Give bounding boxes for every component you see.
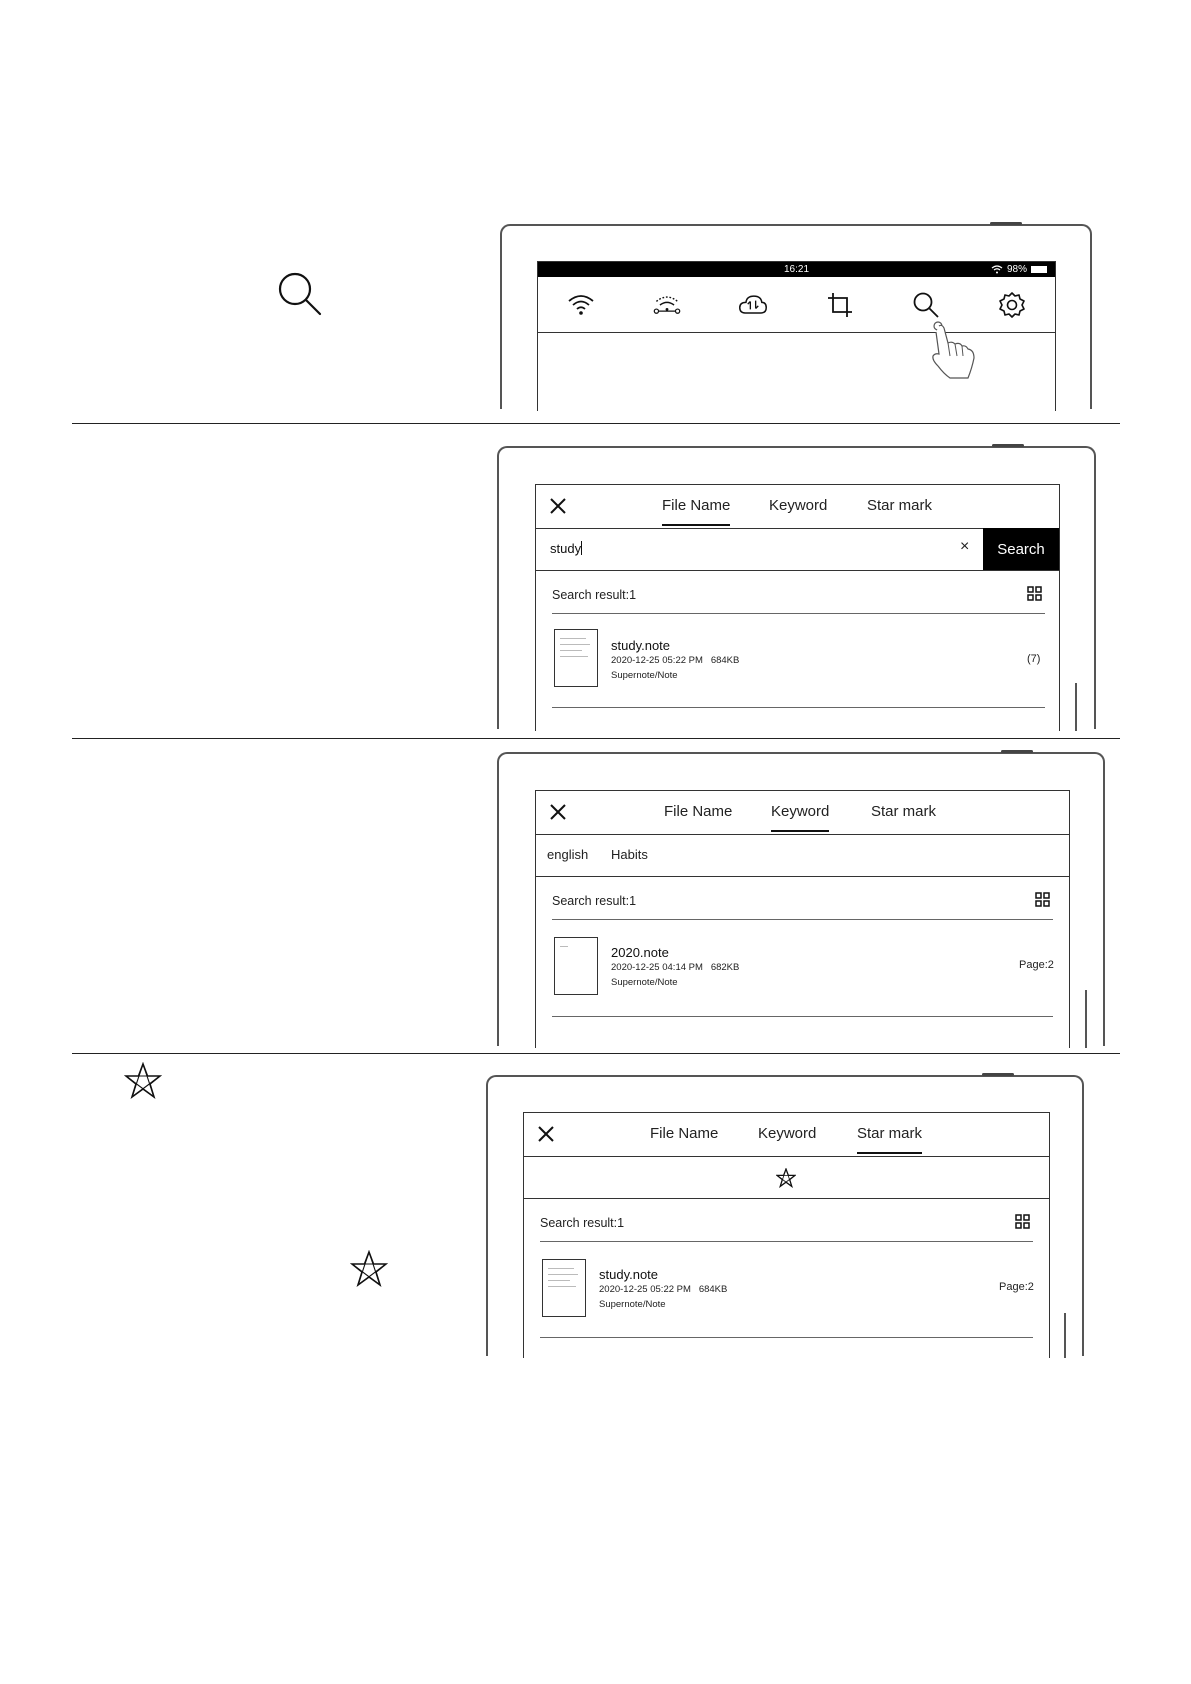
file-meta: 2020-12-25 05:22 PM 684KB xyxy=(599,1284,728,1295)
page-number: Page:2 xyxy=(999,1281,1034,1293)
wifi-icon[interactable] xyxy=(566,290,596,320)
device-screen xyxy=(537,261,1056,411)
keyword-chip[interactable]: english xyxy=(547,847,589,862)
device-screen xyxy=(535,484,1060,731)
status-time: 16:21 xyxy=(783,264,810,275)
star-icon[interactable] xyxy=(776,1168,796,1188)
battery-percent: 98% xyxy=(1006,264,1027,275)
cloud-sync-icon[interactable] xyxy=(738,290,768,320)
section-divider xyxy=(72,423,1120,424)
file-name: study.note xyxy=(599,1267,659,1282)
close-icon[interactable] xyxy=(548,496,568,516)
star-filter-bar xyxy=(524,1156,1049,1199)
file-thumbnail xyxy=(554,937,598,995)
close-icon[interactable] xyxy=(548,802,568,822)
tab-file-name[interactable]: File Name xyxy=(664,803,733,820)
device-frame xyxy=(497,446,1096,729)
wifi-transfer-icon[interactable] xyxy=(652,290,682,320)
grid-view-icon[interactable] xyxy=(1015,1214,1030,1229)
result-count: Search result:1 xyxy=(552,588,637,602)
tab-star-mark[interactable]: Star mark xyxy=(867,497,933,514)
device-frame xyxy=(500,224,1092,409)
file-meta: 2020-12-25 04:14 PM 682KB xyxy=(611,962,740,973)
section-divider xyxy=(72,738,1120,739)
file-thumbnail xyxy=(554,629,598,687)
search-tabs xyxy=(536,791,1069,835)
tab-star-mark[interactable]: Star mark xyxy=(857,1125,923,1142)
file-thumbnail xyxy=(542,1259,586,1317)
star-icon xyxy=(124,1062,162,1100)
file-path: Supernote/Note xyxy=(611,670,678,681)
device-frame xyxy=(497,752,1105,1046)
result-count: Search result:1 xyxy=(540,1216,625,1230)
keyword-chip[interactable]: Habits xyxy=(611,847,648,862)
clear-icon[interactable]: × xyxy=(960,538,970,555)
tab-keyword[interactable]: Keyword xyxy=(771,803,830,820)
settings-icon[interactable] xyxy=(997,290,1027,320)
tab-file-name[interactable]: File Name xyxy=(650,1125,719,1142)
device-frame xyxy=(486,1075,1084,1356)
battery-icon xyxy=(1031,266,1047,273)
grid-view-icon[interactable] xyxy=(1027,586,1042,601)
search-input[interactable]: study xyxy=(550,541,582,556)
tab-keyword[interactable]: Keyword xyxy=(769,497,828,514)
status-bar xyxy=(538,262,1055,277)
star-icon xyxy=(350,1250,388,1288)
search-tabs xyxy=(536,485,1059,529)
tab-keyword[interactable]: Keyword xyxy=(758,1125,817,1142)
grid-view-icon[interactable] xyxy=(1035,892,1050,907)
file-path: Supernote/Note xyxy=(611,977,678,988)
tap-hand-icon xyxy=(930,320,978,382)
tab-file-name[interactable]: File Name xyxy=(662,497,731,514)
file-name: study.note xyxy=(611,638,671,653)
result-count: Search result:1 xyxy=(552,894,637,908)
tab-star-mark[interactable]: Star mark xyxy=(871,803,937,820)
close-icon[interactable] xyxy=(536,1124,556,1144)
page-number: Page:2 xyxy=(1019,959,1054,971)
section-divider xyxy=(72,1053,1120,1054)
crop-icon[interactable] xyxy=(825,290,855,320)
search-icon xyxy=(276,270,324,318)
search-button[interactable]: Search xyxy=(983,528,1059,570)
match-count: (7) xyxy=(1027,653,1041,665)
wifi-status-icon xyxy=(991,265,1003,274)
search-tabs xyxy=(524,1113,1049,1157)
file-meta: 2020-12-25 05:22 PM 684KB xyxy=(611,655,740,666)
keyword-bar xyxy=(536,834,1069,877)
search-bar xyxy=(536,528,1059,571)
file-name: 2020.note xyxy=(611,945,669,960)
device-screen xyxy=(535,790,1070,1048)
device-screen xyxy=(523,1112,1050,1358)
file-path: Supernote/Note xyxy=(599,1299,666,1310)
search-icon[interactable] xyxy=(911,290,941,320)
